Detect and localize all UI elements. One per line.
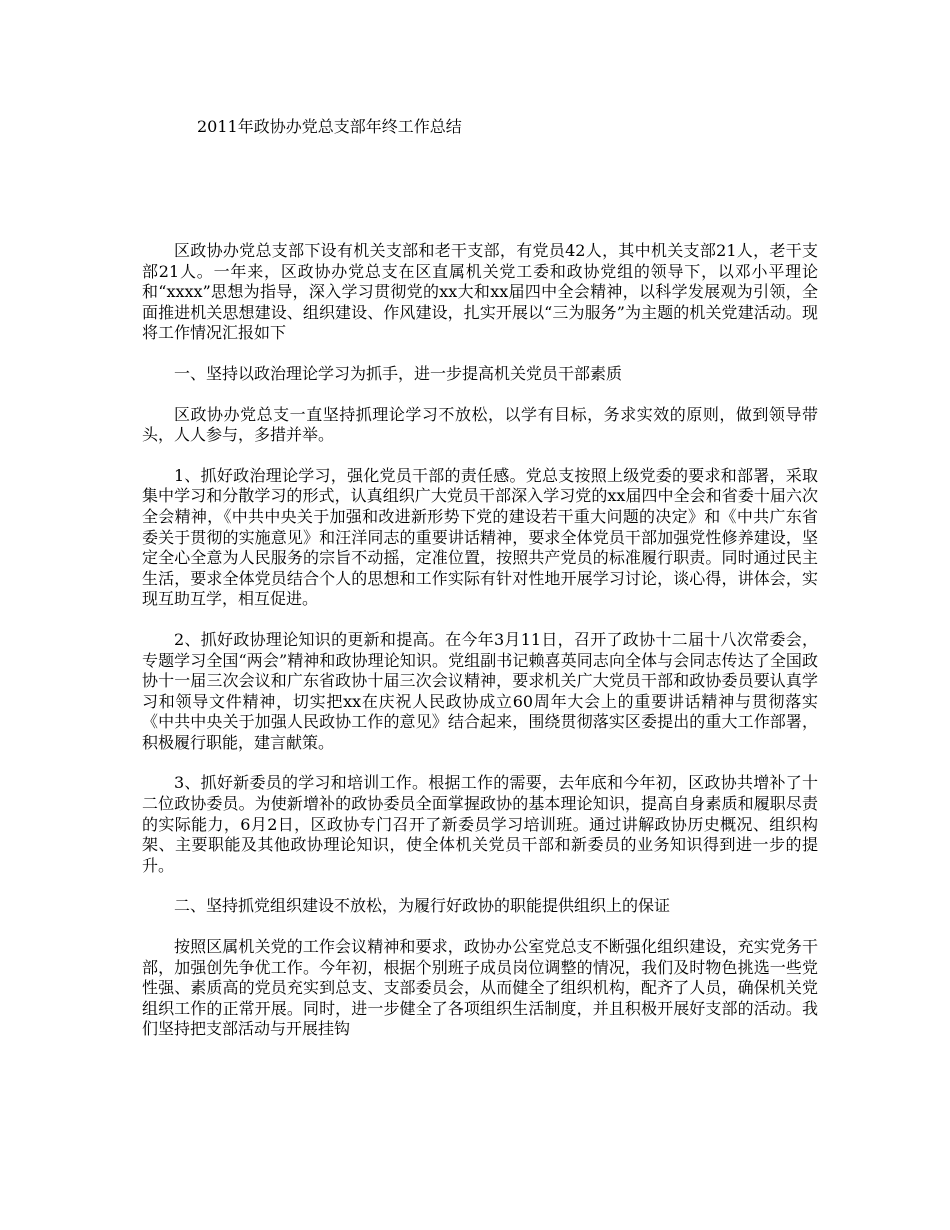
section-heading-2: 二、坚持抓党组织建设不放松，为履行好政协的职能提供组织上的保证 (174, 896, 671, 916)
document-body (142, 241, 818, 1060)
section-1-item-1-paragraph: 1、抓好政治理论学习，强化党员干部的责任感。党总支按照上级党委的要求和部署，采取集中学习和分散学习的形式，认真组织广大党员干部深入学习党的xx届四中全会和省委十届六次全会精神，《中共中央关于加强和改进新形势下党的建设若干重大问题的决定》和《中共广东省委关于贯彻的实施意见》和汪洋同志的重要讲话精神，要求全体党员干部加强党性修养建设，坚定全心全意为人民服务的宗旨不动摇，定准位置，按照共产党员的标准履行职责。同时通过民主生活，要求全体党员结合个人的思想和工作实际有针对性地开展学习讨论，谈心得，讲体会，实现互助互学，相互促进。 (142, 465, 818, 609)
section-1-item-2-paragraph: 2、抓好政协理论知识的更新和提高。在今年3月11日，召开了政协十二届十八次常委会，专题学习全国“两会”精神和政协理论知识。党组副书记赖喜英同志向全体与会同志传达了全国政协十一届三次会议和广东省政协十届三次会议精神，要求机关广大党员干部和政协委员要认真学习和领导文件精神，切实把xx在庆祝人民政协成立60周年大会上的重要讲话精神与贯彻落实《中共中央关于加强人民政协工作的意见》结合起来，围绕贯彻落实区委提出的重大工作部署，积极履行职能，建言献策。 (142, 629, 818, 752)
section-2-intro-paragraph: 按照区属机关党的工作会议精神和要求，政协办公室党总支不断强化组织建设，充实党务干部，加强创先争优工作。今年初，根据个别班子成员岗位调整的情况，我们及时物色挑选一些党性强、素质高的党员充实到总支、支部委员会，从而健全了组织机构，配齐了人员，确保机关党组织工作的正常开展。同时，进一步健全了各项组织生活制度，并且积极开展好支部的活动。我们坚持把支部活动与开展挂钩 (142, 937, 818, 1039)
section-1-intro-paragraph: 区政协办党总支一直坚持抓理论学习不放松，以学有目标，务求实效的原则，做到领导带头，人人参与，多措并举。 (142, 404, 818, 445)
section-heading-1: 一、坚持以政治理论学习为抓手，进一步提高机关党员干部素质 (174, 363, 623, 383)
document-title: 2011年政协办党总支部年终工作总结 (197, 117, 462, 136)
intro-paragraph: 区政协办党总支部下设有机关支部和老干支部，有党员42人，其中机关支部21人，老干支部21人。一年来，区政协办党总支在区直属机关党工委和政协党组的领导下，以邓小平理论和“xxxx”思想为指导，深入学习贯彻党的xx大和xx届四中全会精神，以科学发展观为引领，全面推进机关思想建设、组织建设、作风建设，扎实开展以“三为服务”为主题的机关党建活动。现将工作情况汇报如下 (142, 241, 818, 343)
section-1-item-3-paragraph: 3、抓好新委员的学习和培训工作。根据工作的需要，去年底和今年初，区政协共增补了十二位政协委员。为使新增补的政协委员全面掌握政协的基本理论知识，提高自身素质和履职尽责的实际能力，6月2日，区政协专门召开了新委员学习培训班。通过讲解政协历史概况、组织构架、主要职能及其他政协理论知识，使全体机关党员干部和新委员的业务知识得到进一步的提升。 (142, 773, 818, 875)
